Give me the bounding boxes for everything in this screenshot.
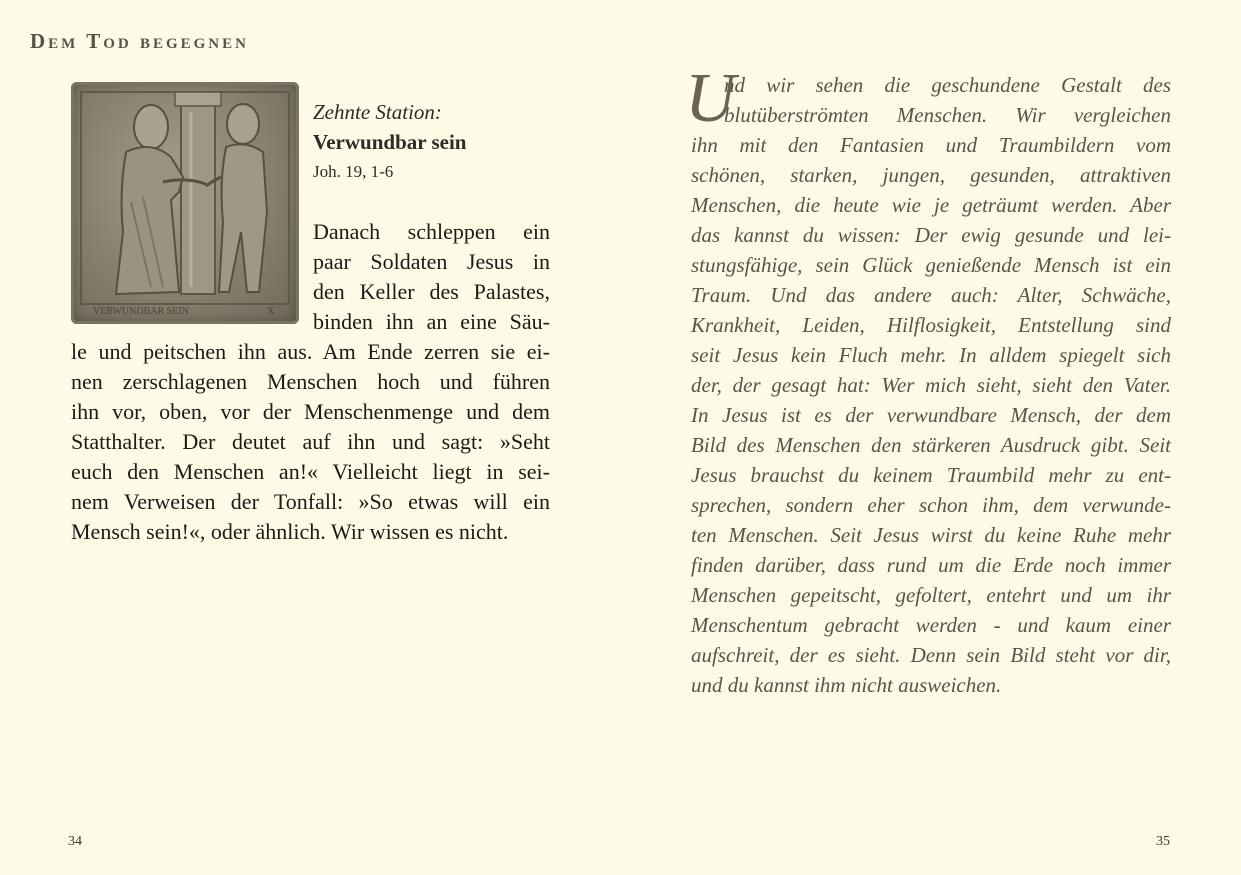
text-line: le und peitschen ihn aus. Am Ende zerren sie ei- [71, 339, 550, 364]
text-line: In Jesus ist es der verwundbare Mensch, der dem [691, 403, 1171, 427]
text-line: Mensch sein!«, oder ähnlich. Wir wissen es nicht. [71, 519, 509, 544]
text-line: ihn mit den Fantasien und Traumbildern vom [691, 133, 1171, 157]
text-line: und du kannst ihm nicht ausweichen. [691, 673, 1002, 697]
station-heading [313, 98, 553, 187]
text-line: seit Jesus kein Fluch mehr. In alldem spiegelt sich [691, 343, 1171, 367]
text-line: euch den Menschen an!« Vielleicht liegt in sei- [71, 459, 550, 484]
text-line: nd wir sehen die geschundene Gestalt des [724, 73, 1171, 97]
text-line: sprechen, sondern eher schon ihm, dem verwunde- [691, 493, 1171, 517]
text-line: blutüberströmten Menschen. Wir vergleichen [724, 103, 1171, 127]
text-line: Bild des Menschen den stärkeren Ausdruck gibt. Seit [691, 433, 1171, 457]
text-line: Krankheit, Leiden, Hilflosigkeit, Entstellung sind [691, 313, 1171, 337]
left-body-text [71, 217, 550, 547]
running-head: Dem Tod begegnen [30, 29, 249, 53]
relief-numeral: X [267, 306, 275, 317]
text-line: nem Verweisen der Tonfall: »So etwas will ein [71, 489, 550, 514]
relief-inscription: VERWUNDBAR SEIN [93, 306, 189, 317]
scripture-reference: Joh. 19, 1-6 [313, 162, 394, 181]
text-line: der, der gesagt hat: Wer mich sieht, sieht den Vater. [691, 373, 1171, 397]
text-line: finden darüber, dass rund um die Erde noch immer [691, 553, 1171, 577]
station-title: Verwundbar sein [313, 130, 467, 154]
page-number-left: 34 [68, 834, 82, 849]
text-line: Danach schleppen ein [313, 219, 550, 244]
text-line: nen zerschlagenen Menschen hoch und führen [71, 369, 550, 394]
text-line: aufschreit, der es sieht. Denn sein Bild steht vor dir, [691, 643, 1171, 667]
text-line: schönen, starken, jungen, gesunden, attraktiven [691, 163, 1171, 187]
text-line: Traum. Und das andere auch: Alter, Schwäche, [691, 283, 1171, 307]
text-line: ten Menschen. Seit Jesus wirst du keine Ruhe mehr [691, 523, 1171, 547]
text-line: paar Soldaten Jesus in [313, 249, 550, 274]
text-line: Menschentum gebracht werden - und kaum einer [691, 613, 1171, 637]
text-line: stungsfähige, sein Glück genießende Mensch ist ein [691, 253, 1171, 277]
drop-cap: U [685, 60, 736, 137]
text-line: ihn vor, oben, vor der Menschenmenge und dem [71, 399, 550, 424]
text-line: Menschen, die heute wie je geträumt werden. Aber [691, 193, 1171, 217]
text-line: binden ihn an eine Säu- [313, 309, 550, 334]
text-line: den Keller des Palastes, [313, 279, 550, 304]
station-number: Zehnte Station: [313, 100, 442, 124]
text-line: Menschen gepeitscht, gefoltert, entehrt und um ihr [691, 583, 1171, 607]
text-line: Jesus brauchst du keinem Traumbild mehr zu ent- [691, 463, 1171, 487]
right-body-text [685, 60, 1171, 700]
text-line: Statthalter. Der deutet auf ihn und sagt: »Seht [71, 429, 550, 454]
page-number-right: 35 [1156, 834, 1170, 849]
text-line: das kannst du wissen: Der ewig gesunde und lei- [691, 223, 1171, 247]
